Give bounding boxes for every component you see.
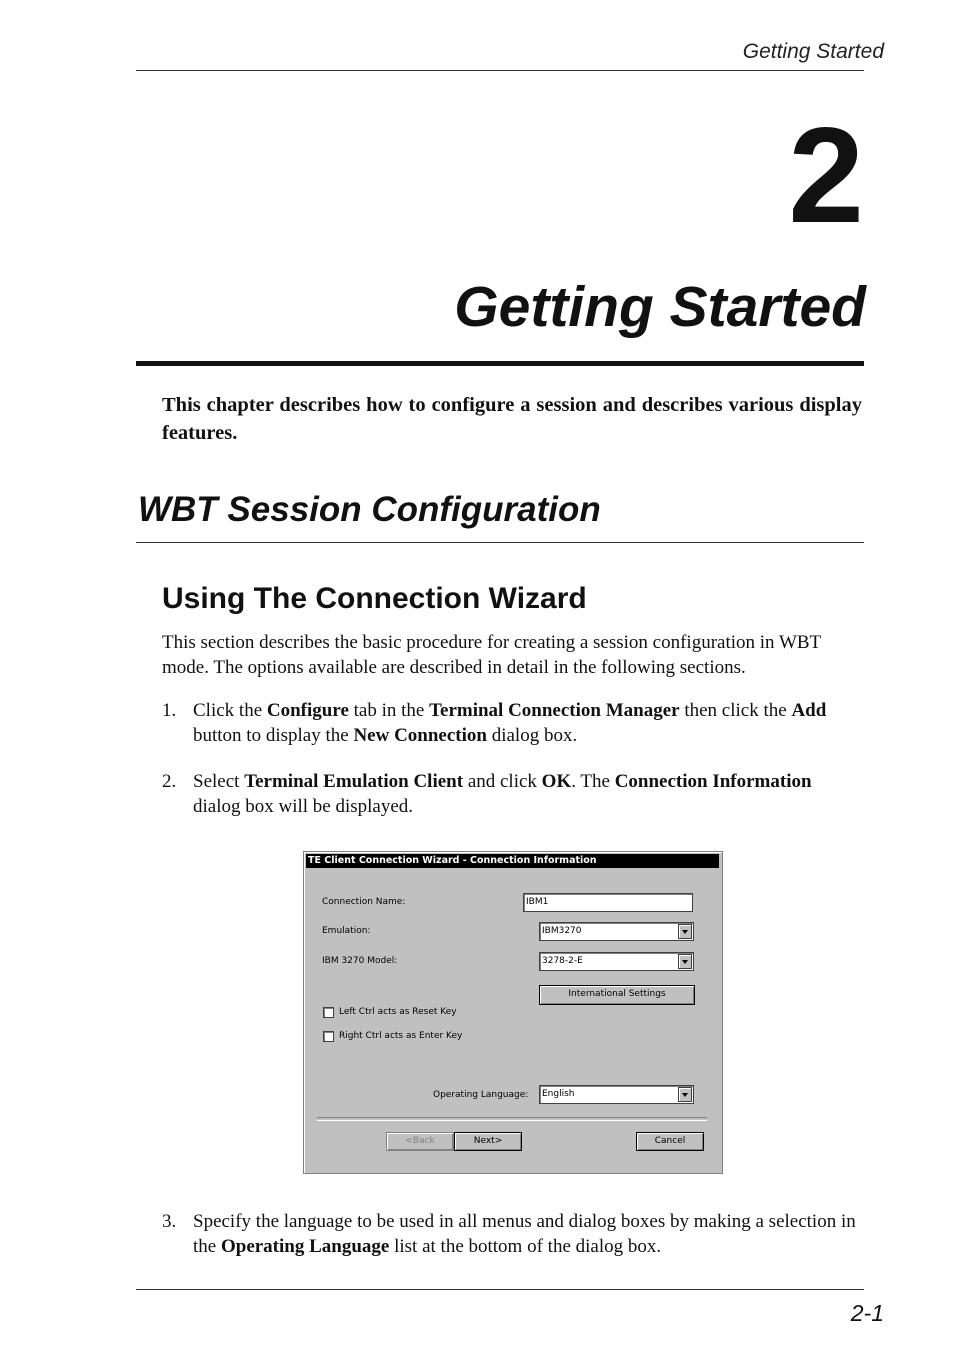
operating-language-label: Operating Language: — [433, 1090, 529, 1100]
list-item-step-1 — [162, 698, 862, 748]
chapter-rule — [136, 361, 864, 366]
step-text: Specify the language to be used in all menus and dialog boxes by making a selection in the Operating Language list at the bottom of the dialog box. — [193, 1211, 856, 1257]
step-number: 3. — [162, 1211, 177, 1232]
dialog-separator — [317, 1117, 707, 1121]
subsection-heading: Using The Connection Wizard — [162, 582, 587, 615]
connection-name-label: Connection Name: — [322, 897, 406, 907]
chevron-down-icon[interactable] — [678, 954, 692, 969]
chapter-number: 2 — [788, 99, 864, 251]
right-ctrl-label: Right Ctrl acts as Enter Key — [339, 1031, 463, 1041]
step-text: Select Terminal Emulation Client and click OK. The Connection Information dialog box will be displayed. — [193, 771, 812, 817]
next-button[interactable]: Next> — [454, 1132, 522, 1151]
step-text: Click the Configure tab in the Terminal Connection Manager then click the Add button to display the New Connection dialog box. — [193, 700, 827, 746]
chevron-down-icon[interactable] — [678, 1087, 692, 1102]
connection-information-dialog — [303, 851, 723, 1174]
page-number: 2-1 — [850, 1300, 884, 1326]
header-rule — [136, 70, 864, 71]
section-rule — [136, 542, 864, 543]
footer-rule — [136, 1289, 864, 1290]
list-item-step-3 — [162, 1209, 862, 1259]
dialog-title-bar: TE Client Connection Wizard - Connection Information — [306, 854, 719, 868]
international-settings-button[interactable]: International Settings — [539, 985, 695, 1005]
chapter-title: Getting Started — [454, 275, 866, 339]
running-head: Getting Started — [742, 40, 884, 63]
left-ctrl-checkbox[interactable] — [323, 1007, 334, 1018]
emulation-value: IBM3270 — [542, 926, 582, 936]
step-number: 1. — [162, 700, 177, 721]
back-button[interactable]: <Back — [386, 1132, 454, 1151]
step-number: 2. — [162, 771, 177, 792]
emulation-select[interactable] — [539, 922, 694, 941]
emulation-label: Emulation: — [322, 926, 371, 936]
operating-language-select[interactable] — [539, 1085, 694, 1104]
right-ctrl-checkbox[interactable] — [323, 1031, 334, 1042]
list-item-step-2 — [162, 769, 862, 819]
model-value: 3278-2-E — [542, 956, 583, 966]
cancel-button[interactable]: Cancel — [636, 1132, 704, 1151]
connection-name-field[interactable]: IBM1 — [523, 893, 693, 912]
chapter-intro: This chapter describes how to configure a session and describes various display features. — [162, 394, 862, 444]
model-label: IBM 3270 Model: — [322, 956, 398, 966]
chevron-down-icon[interactable] — [678, 924, 692, 939]
subsection-paragraph: This section describes the basic procedure for creating a session configuration in WBT mode. The options available are described in detail in the following sections. — [162, 632, 821, 678]
operating-language-value: English — [542, 1089, 575, 1099]
model-select[interactable] — [539, 952, 694, 971]
left-ctrl-label: Left Ctrl acts as Reset Key — [339, 1007, 457, 1017]
section-heading: WBT Session Configuration — [138, 490, 601, 529]
